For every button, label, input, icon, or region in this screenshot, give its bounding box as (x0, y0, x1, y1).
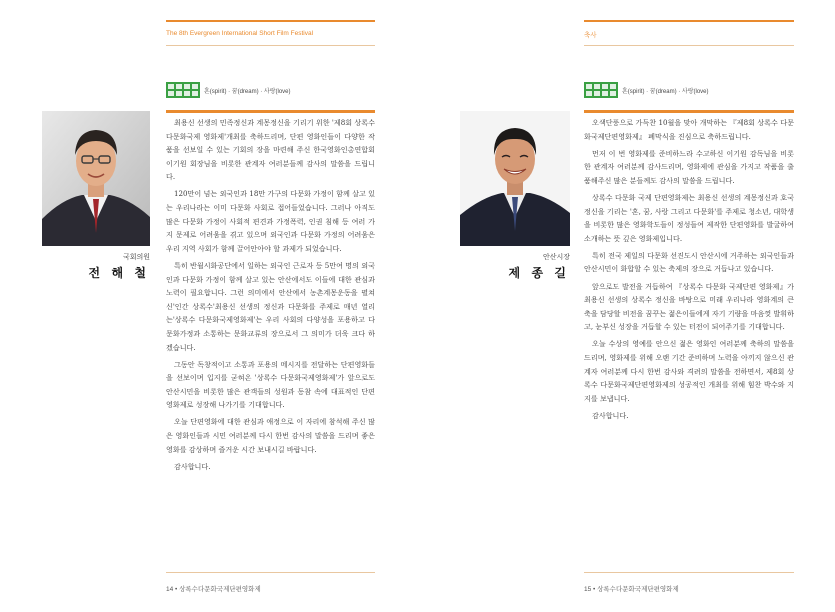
section-rule (584, 110, 794, 113)
header-bottom-rule (166, 45, 375, 46)
portrait-man-icon (42, 111, 150, 246)
section-rule (166, 110, 375, 113)
theme-logo (584, 82, 709, 98)
body-paragraph: 앞으로도 발전을 거듭하여 『상록수 다문화 국제단편 영화제』가 최용신 선생의 상록수 정신을 바탕으로 미래 우리나라 영화계의 큰 축을 담당할 비전을 꿈꾸는 젊은이들에게 자기 기량을 마음껏 발휘하고, 눈부신 성장을 거듭할 수 있는 터전이 되어주기를 기대합니다. (584, 281, 794, 332)
footer-rule (166, 572, 375, 573)
theme-logo (166, 82, 291, 98)
message-body (584, 116, 794, 426)
right-page (418, 0, 835, 612)
header-top-rule (166, 20, 375, 22)
body-paragraph: 특히 반월시화공단에서 일하는 외국인 근로자 등 5만여 명의 외국인과 다문화 가정이 함께 살고 있는 안산에서도 이들에 대한 관심과 노력이 필요합니다. 그런 의미에서 안산에서 농촌계몽운동을 펼쳐 신'인간 상록수'최용신 선생의 정신과 다문화를 주제로 매년 열리는'상록수 다문화국제영화제'는 우리 사회의 다양성을 포용하고 다문화가정과 소통하는 문화교류의 장으로서 그 의미가 더욱 크다 하겠습니다. (166, 260, 375, 352)
left-page (0, 0, 417, 612)
body-paragraph: 오늘 단편영화에 대한 관심과 애정으로 이 자리에 참석해 주신 많은 영화인들과 시민 여러분께 다시 한번 감사의 말씀을 드리며 좋은 영화를 감상하며 즐거운 시간 보내시길 바랍니다. (166, 417, 375, 454)
portrait-photo (460, 111, 570, 246)
section-header: 축사 (584, 32, 597, 39)
body-paragraph: 감사합니다. (174, 461, 211, 471)
theme-label: 혼(spirit) · 꿈(dream) · 사랑(love) (204, 88, 291, 95)
festival-header: The 8th Evergreen International Short Film Festival (166, 30, 314, 37)
message-body (166, 116, 375, 477)
header-top-rule (584, 20, 794, 22)
person-role: 안산시장 (542, 254, 570, 261)
body-paragraph: 그동안 독창적이고 소통과 포용의 메시지를 전달하는 단편영화들을 선보이며 입지를 굳혀온 '상록수 다문화국제영화제'가 앞으로도 안산시민을 비롯한 많은 관객들의 성원과 동참 속에 대표적인 단편영화제로 성장해 나가기를 기대합니다. (166, 359, 375, 410)
person-name: 제 종 길 (508, 266, 570, 280)
theme-label: 혼(spirit) · 꿈(dream) · 사랑(love) (622, 88, 709, 95)
portrait-photo (42, 111, 150, 246)
body-paragraph: 최용신 선생의 민족정신과 계몽정신을 기리기 위한 '제8회 상록수 다문화국제 영화제'개최를 축하드리며, 단편 영화인들이 다양한 작품을 선보일 수 있는 기회의 장을 마련해 주신 한국영화인총연합회 이기원 회장님을 비롯한 관계자 여러분들께 감사의 말씀을 드립니다. (166, 118, 375, 182)
body-paragraph: 먼저 이 번 영화제를 준비하느라 수고하신 이기원 감독님을 비롯한 관계자 여러분께 감사드리며, 영화제에 관심을 가지고 작품을 출품해주신 많은 분들께도 감사의 말씀을 드립니다. (584, 148, 794, 185)
page-footer: 15 • 상록수다문화국제단편영화제 (584, 586, 679, 593)
body-paragraph: 오색단풍으로 가득찬 10월을 맞아 개막하는 『제8회 상록수 다문화국제단편영화제』 폐막식을 진심으로 축하드립니다. (584, 118, 794, 141)
body-paragraph: 감사합니다. (592, 410, 629, 420)
body-paragraph: 오늘 수상의 영예를 안으신 젊은 영화인 여러분께 축하의 말씀을 드리며, 영화제를 위해 오랜 기간 준비하며 노력을 아끼지 않으신 관계자 여러분께 다시 한번 감사와 격려의 말씀을 전하면서, 제8회 상록수 다문화국제단편영화제의 성공적인 개최를 위해 힘찬 박수와 지지를 보냅니다. (584, 339, 794, 403)
festival-logo-icon (166, 82, 200, 98)
body-paragraph: 120만이 넘는 외국인과 18만 가구의 다문화 가정이 함께 살고 있는 우리나라는 이미 다문화 사회로 접어들었습니다. 그러나 아직도 많은 다문화 가정이 사회적 편견과 가정폭력, 인권 침해 등 여러 가지 문제로 어려움을 겪고 있으며 외국인과 다문화 가정의 어려움은 우리 지역 사회가 함께 끌어안아야 할 과제가 되었습니다. (166, 189, 375, 253)
portrait-man-icon (460, 111, 570, 246)
festival-logo-icon (584, 82, 618, 98)
header-bottom-rule (584, 45, 794, 46)
page-footer: 14 • 상록수다문화국제단편영화제 (166, 586, 261, 593)
body-paragraph: 상록수 다문화 국제 단편영화제는 최용신 선생의 계몽정신과 호국정신을 기리는 '혼, 꿈, 사랑 그리고 다문화'를 주제로 청소년, 대학생을 비롯한 많은 영화학도들이 정성들여 제작한 단편영화를 발굴하여 소개하는 뜻 깊은 영화제입니다. (584, 192, 794, 243)
person-role: 국회의원 (122, 254, 150, 261)
body-paragraph: 특히 전국 제일의 다문화 선진도시 안산시에 거주하는 외국인들과 안산시민이 화합할 수 있는 축제의 장으로 거듭나고 있습니다. (584, 250, 794, 274)
person-name: 전 해 철 (88, 266, 150, 280)
footer-rule (584, 572, 794, 573)
